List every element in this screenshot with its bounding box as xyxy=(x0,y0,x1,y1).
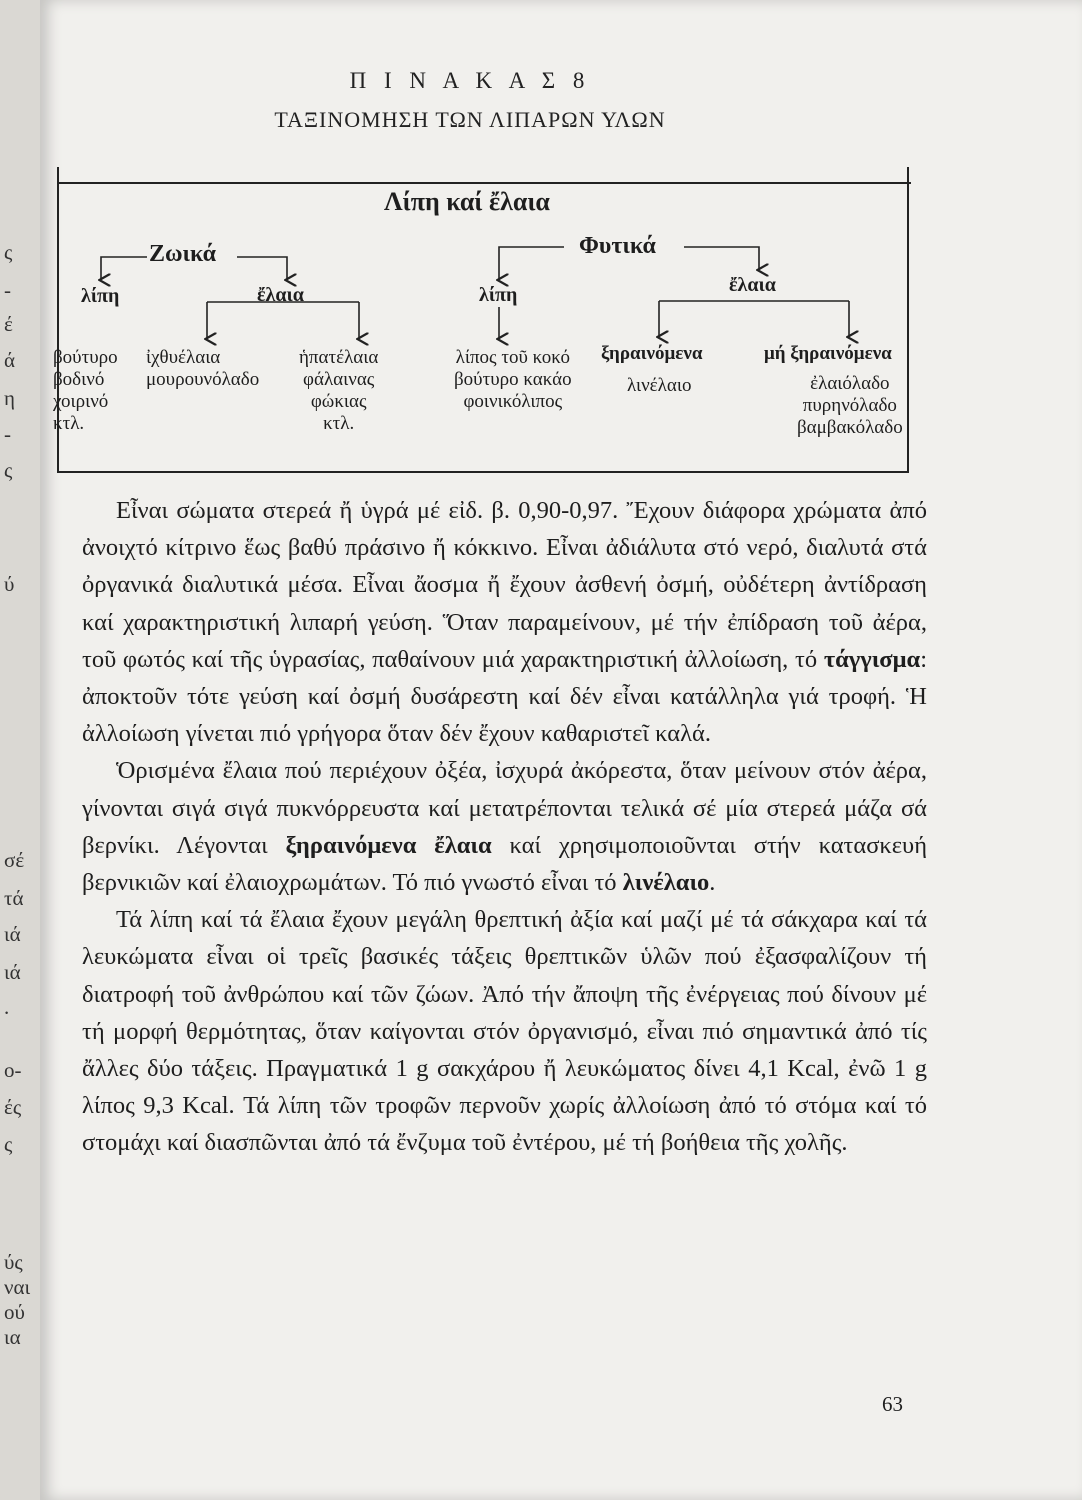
term-linseed-oil: λινέλαιο xyxy=(622,869,710,897)
table-subtitle: ΤΑΞΙΝΟΜΗΣΗ ΤΩΝ ΛΙΠΑΡΩΝ ΥΛΩΝ xyxy=(274,107,666,132)
term-rancidity: τάγγισμα xyxy=(823,645,921,673)
plant-fats-label: λίπη xyxy=(479,284,518,306)
list-item: πυρηνόλαδο xyxy=(802,395,897,416)
paragraph-text: : ἀποκτοῦν τότε γεύση καί ὀσμή δυσάρεστη καί δέν εἶναι κατάλληλα γιά τροφή. Ἡ ἀλλοίωση γίνεται πιό γρήγορα ὅταν δέν ἔχουν καθαριστεῖ καλά. xyxy=(82,645,927,748)
paragraph: Τά λίπη καί τά ἔλαια ἔχουν μεγάλη θρεπτική ἀξία καί μαζί μέ τά σάκχαρα καί τά λευκώματα εἶναι οἱ τρεῖς βασικές τάξεις θρεπτικῶν ὑλῶν πού ἐξασφαλίζουν τή διατροφή τοῦ ἀνθρώπου καί τῶν ζώων. Ἀπό τήν ἄποψη τῆς ἐνέργειας πού δίνουν μέ τή μορφή θερμότητας, ὅταν καίγονται στόν ὀργανισμό, εἶναι πιό σημαντικά ἀπό τίς ἄλλες δύο τάξεις. Πραγματικά 1 g σακχάρου ἤ λευκώματος δίνει 4,1 Kcal, ἐνῶ 1 g λίπος 9,3 Kcal. Τά λίπη τῶν τροφῶν περνοῦν χωρίς ἀλλοίωση ἀπό τό στόμα καί τό στομάχι καί διασπῶνται ἀπό τά ἔνζυμα τοῦ ἐντέρου, μέ τή βοήθεια τῆς χολῆς. xyxy=(82,906,927,1157)
table-title: Π Ι Ν Α Κ Α Σ 8 xyxy=(349,68,591,93)
list-item: χοιρινό xyxy=(53,391,109,412)
animal-label: Ζωικά xyxy=(149,241,217,267)
list-item: μουρουνόλαδο xyxy=(146,369,260,390)
nondrying-oils-list xyxy=(797,373,903,439)
list-item: ἡπατέλαια xyxy=(299,347,379,368)
margin-fragment: - xyxy=(4,422,11,446)
animal-oils-label: ἔλαια xyxy=(257,284,304,306)
term-drying-oils: ξηραινόμενα ἔλαια xyxy=(285,831,492,859)
margin-fragment: η xyxy=(4,386,15,410)
paragraph-text: καί χρησιμοποιοῦνται στήν κατασκευή βερνικιῶν καί ἐλαιοχρωμάτων. Τό πιό γνωστό εἶναι τό xyxy=(82,831,927,897)
animal-fats-list xyxy=(53,347,118,435)
margin-fragment: ά xyxy=(4,348,16,372)
margin-fragment: ς xyxy=(4,240,13,264)
page-number: 63 xyxy=(882,1392,903,1416)
body-text xyxy=(82,492,927,1162)
animal-fats-label: λίπη xyxy=(81,285,120,307)
liver-oils-list xyxy=(299,347,378,435)
classification-diagram xyxy=(53,167,909,473)
list-item: βούτυρο κακάο xyxy=(454,369,572,390)
paragraph xyxy=(82,752,927,901)
margin-fragment: ια xyxy=(4,1325,21,1349)
margin-fragment: ού xyxy=(4,1300,25,1324)
drying-oils-list xyxy=(627,375,691,397)
margin-fragment: σέ xyxy=(4,848,25,872)
paragraph xyxy=(82,492,927,752)
plant-fats-list xyxy=(454,347,572,413)
margin-fragment: ές xyxy=(4,1095,22,1119)
list-item: φώκιας xyxy=(310,391,367,412)
nondrying-oils-label: μή ξηραινόμενα xyxy=(764,343,892,364)
paragraph-text: Εἶναι σώματα στερεά ἤ ὑγρά μέ εἰδ. β. 0,90-0,97. Ἔχουν διάφορα χρώματα ἀπό ἀνοιχτό κίτρινο ἕως βαθύ πράσινο ἤ κόκκινο. Εἶναι ἀδιάλυτα στό νερό, διαλυτά στά ὀργανικά διαλυτικά μέσα. Εἶναι ἄοσμα ἤ ἔχουν ἀσθενή ὀσμή, οὐδέτερη ἀντίδραση καί χαρακτηριστική λιπαρή γεύση. Ὅταν παραμείνουν, μέ τήν ἐπίδραση τοῦ ἀέρα, τοῦ φωτός καί τῆς ὑγρασίας, παθαίνουν μιά χαρακτηριστική ἀλλοίωση, τό xyxy=(82,497,927,673)
list-item: λίπος τοῦ κοκό xyxy=(455,347,570,368)
list-item: ἰχθυέλαια xyxy=(146,347,221,368)
plant-oils-label: ἔλαια xyxy=(729,274,776,296)
list-item: λινέλαιο xyxy=(627,375,692,396)
margin-fragment: ιά xyxy=(4,960,21,984)
margin-fragment: - xyxy=(4,278,11,302)
list-item: βοδινό xyxy=(53,369,105,390)
list-item: βαμβακόλαδο xyxy=(797,417,903,438)
list-item: φάλαινας xyxy=(303,369,375,390)
margin-fragment: έ xyxy=(4,312,13,336)
margin-fragment: ο- xyxy=(4,1058,22,1082)
list-item: φοινικόλιπος xyxy=(463,391,563,412)
plant-label: Φυτικά xyxy=(579,233,656,259)
paragraph-text: . xyxy=(709,869,716,897)
adjacent-page-margin xyxy=(0,0,40,1500)
root-label: Λίπη καί ἔλαια xyxy=(384,187,550,216)
margin-fragment: ναι xyxy=(4,1275,31,1299)
margin-fragment: ιά xyxy=(4,922,21,946)
margin-fragment: ύς xyxy=(4,1250,23,1274)
list-item: ἐλαιόλαδο xyxy=(810,373,890,394)
margin-fragment: ς xyxy=(4,458,13,482)
margin-fragment: ύ xyxy=(4,572,15,596)
margin-fragment: ς xyxy=(4,1132,13,1156)
list-item: κτλ. xyxy=(53,413,85,434)
list-item: κτλ. xyxy=(323,413,355,434)
margin-fragment: τά xyxy=(4,886,24,910)
list-item: βούτυρο xyxy=(53,347,118,368)
fish-oils-list xyxy=(146,347,259,391)
paragraph-text: Ὁρισμένα ἔλαια πού περιέχουν ὀξέα, ἰσχυρά ἀκόρεστα, ὅταν μείνουν στόν ἀέρα, γίνονται σιγά σιγά πυκνόρρευστα καί μετατρέπονται τελικά σέ μία στερεά μάζα σά βερνίκι. Λέγονται xyxy=(82,757,927,859)
drying-oils-label: ξηραινόμενα xyxy=(601,343,703,364)
margin-fragment: . xyxy=(4,995,10,1019)
